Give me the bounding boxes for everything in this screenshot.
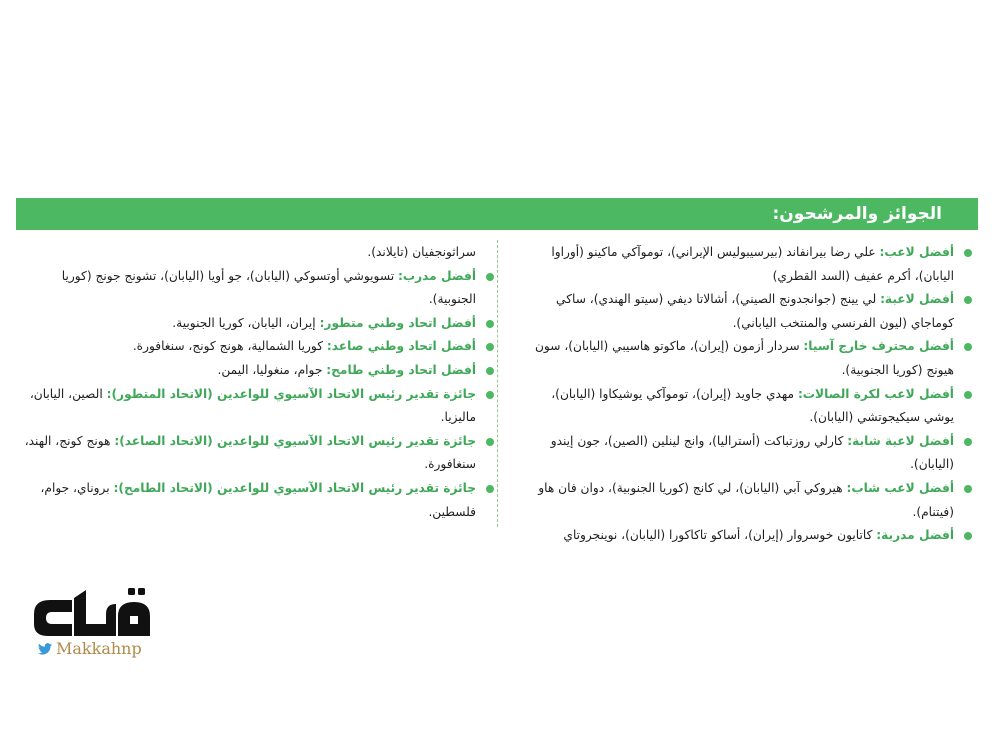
award-label: أفضل مدربة: [876, 528, 954, 543]
award-nominees: مهدي جاويد (إيران)، توموآكي يوشيكاوا (اليابان)، يوشي سيكيجوتشي (اليابان). [551, 386, 954, 425]
award-label: أفضل لاعب لكرة الصالات: [797, 386, 954, 401]
bullet-icon [964, 485, 972, 493]
award-label: أفضل اتحاد وطني متطور: [319, 315, 476, 330]
bullet-icon [964, 438, 972, 446]
award-label: أفضل لاعبة: [880, 292, 954, 307]
section-title: الجوائز والمرشحون: [772, 204, 942, 224]
bullet-icon [486, 438, 494, 446]
list-item-continuation: سراثونجفيان (تايلاند). [367, 245, 476, 259]
award-nominees: هيروكي آبي (اليابان)، لي كانج (كوريا الجنوبية)، دوان فان هاو (فيتنام). [538, 480, 954, 519]
award-nominees: هونج كونج، الهند، سنغافورة. [24, 433, 476, 472]
bullet-icon [486, 485, 494, 493]
list-item [20, 477, 494, 524]
list-item [520, 288, 972, 335]
award-nominees: بروناي، جوام، فلسطين. [40, 480, 476, 519]
list-item [20, 383, 494, 430]
award-nominees: إيران، اليابان، كوريا الجنوبية. [172, 315, 320, 330]
bullet-icon [964, 249, 972, 257]
list-item [20, 359, 494, 383]
twitter-bird-icon [38, 643, 52, 655]
award-label: أفضل مدرب: [397, 268, 476, 283]
award-nominees: تسويوشي أوتسوكي (اليابان)، جو أويا (اليابان)، تشونج جونج (كوريا الجنوبية). [61, 268, 476, 307]
award-label: أفضل لاعب شاب: [846, 480, 954, 495]
award-nominees: علي رضا بيرانفاند (بيرسيبوليس الإيراني)، توموآكي ماكينو (أوراوا اليابان)، أكرم عفيف (السد القطري) [551, 245, 954, 283]
bullet-icon [486, 273, 494, 281]
award-nominees: لي يينج (جوانجدونج الصيني)، أشالاتا ديفي (سيتو الهندي)، ساكي كوماجاي (ليون الفرنسي والمنتخب الياباني). [556, 292, 954, 330]
bullet-icon [486, 343, 494, 351]
award-nominees: كارلي روزتباكت (أستراليا)، وانج لينلين (الصين)، جون إيندو (اليابان). [550, 433, 954, 472]
section-banner [16, 198, 978, 230]
list-item [20, 335, 494, 359]
list-item [520, 524, 972, 548]
award-label: أفضل اتحاد وطني طامح: [326, 362, 476, 377]
award-nominees: سردار أزمون (إيران)، ماكوتو هاسيبي (اليابان)، سون هيونج (كوريا الجنوبية). [534, 339, 954, 377]
list-item [520, 477, 972, 524]
award-nominees: جوام، منغوليا، اليمن. [217, 362, 327, 377]
list-item [20, 312, 494, 336]
bullet-icon [486, 320, 494, 328]
twitter-handle[interactable]: Makkahnp [56, 639, 142, 658]
list-item [520, 430, 972, 477]
list-item [520, 383, 972, 430]
bullet-icon [486, 391, 494, 399]
award-label: جائزة تقدير رئيس الاتحاد الآسيوي للواعدين (الاتحاد المتطور): [106, 386, 476, 401]
list-item [520, 335, 972, 382]
awards-list-left [20, 241, 494, 524]
award-label: جائزة تقدير رئيس الاتحاد الآسيوي للواعدين (الاتحاد الطامح): [113, 480, 476, 495]
award-nominees: كاتايون خوسروار (إيران)، أساكو تاكاكورا (اليابان)، نوينجروتاي [563, 528, 877, 543]
list-item [20, 265, 494, 312]
award-nominees: كوريا الشمالية، هونج كونج، سنغافورة. [132, 339, 327, 354]
column-divider [497, 240, 498, 527]
award-label: جائزة تقدير رئيس الاتحاد الآسيوي للواعدين (الاتحاد الصاعد): [114, 433, 476, 448]
award-nominees: الصين، اليابان، ماليزيا. [29, 386, 476, 425]
list-item [20, 430, 494, 477]
bullet-icon [964, 343, 972, 351]
award-label: أفضل اتحاد وطني صاعد: [326, 339, 476, 354]
award-label: أفضل لاعبة شابة: [847, 433, 954, 448]
bullet-icon [964, 296, 972, 304]
bullet-icon [964, 391, 972, 399]
bullet-icon [486, 367, 494, 375]
award-label: أفضل لاعب: [879, 245, 954, 259]
award-label: أفضل محترف خارج آسيا: [803, 339, 954, 354]
list-item [520, 241, 972, 288]
bullet-icon [964, 532, 972, 540]
awards-list-right [520, 241, 972, 548]
